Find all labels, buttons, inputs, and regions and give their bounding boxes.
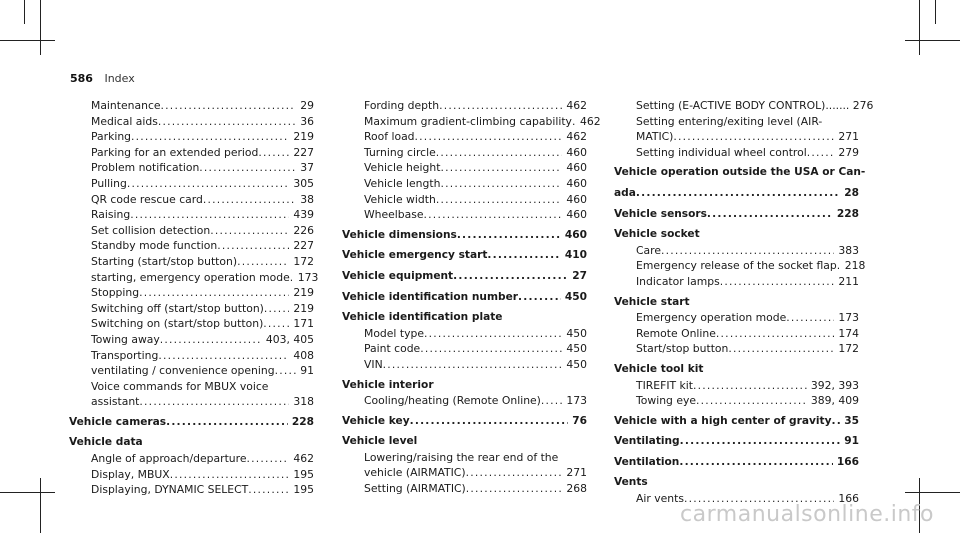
page-reference: 460 — [564, 228, 587, 241]
index-entry — [69, 176, 314, 192]
entry-text: Pulling — [91, 176, 127, 190]
crop-mark-bottom-left-h — [0, 492, 55, 493]
page-reference: 211 — [838, 274, 859, 288]
dot-leader — [720, 274, 835, 290]
entry-text: Maintenance — [91, 99, 161, 112]
page-reference: 450 — [566, 326, 587, 340]
index-entry — [342, 176, 587, 192]
page-reference: 410 — [564, 249, 587, 262]
index-entry — [342, 145, 587, 161]
page-number: 586 — [70, 72, 93, 85]
index-heading-entry — [69, 415, 314, 431]
index-heading-entry — [342, 248, 587, 264]
crop-mark-top-right-h — [905, 40, 960, 41]
crop-mark-bottom-right-h — [905, 492, 960, 493]
index-entry — [69, 285, 314, 301]
page-reference: 219 — [293, 130, 314, 144]
entry-text: Vehicle sensors — [614, 207, 707, 220]
index-entry — [614, 274, 859, 290]
page-reference: 195 — [293, 467, 314, 481]
dot-leader — [199, 160, 296, 176]
page-reference: 35 — [844, 414, 859, 427]
entry-text: Model type — [364, 326, 424, 340]
entry-text: Start/stop button — [636, 342, 729, 356]
dot-leader — [728, 341, 834, 357]
index-heading: Vehicle data — [69, 436, 143, 449]
index-heading: Vehicle socket — [614, 228, 700, 241]
page-reference: 76 — [572, 414, 587, 427]
index-entry — [614, 341, 859, 357]
index-entry — [69, 451, 314, 467]
page-reference: 228 — [836, 207, 859, 220]
page-reference: 462 — [293, 452, 314, 466]
dot-leader — [487, 248, 560, 264]
page-reference: 439 — [293, 208, 314, 222]
entry-text: Towing away — [91, 332, 160, 346]
index-entry — [342, 114, 601, 130]
page-reference: 38 — [300, 192, 314, 206]
entry-text: Setting (AIRMATIC) — [364, 482, 466, 496]
entry-text: Paint code — [364, 342, 421, 356]
page-reference: 279 — [838, 145, 859, 159]
index-entry — [69, 270, 319, 286]
entry-text: Maximum gradient-climbing capability — [364, 114, 572, 128]
entry-text: Displaying, DYNAMIC SELECT — [91, 483, 249, 497]
index-heading-entry — [342, 269, 587, 285]
index-entry — [69, 160, 314, 176]
dot-leader — [466, 481, 563, 497]
entry-text: TIREFIT kit — [636, 378, 694, 392]
dot-leader — [166, 415, 288, 431]
dot-leader — [160, 332, 262, 348]
entry-text: Stopping — [91, 286, 140, 300]
index-entry — [69, 114, 314, 130]
page-reference: 460 — [566, 192, 587, 206]
dot-leader — [263, 316, 289, 332]
dot-leader — [716, 326, 834, 342]
page-reference: 219 — [293, 301, 314, 315]
entry-text: ada — [614, 186, 636, 199]
entry-text: Remote Online — [636, 326, 716, 340]
index-entry — [342, 341, 587, 357]
page-reference: 91 — [844, 435, 859, 448]
entry-text: Vehicle key — [342, 414, 410, 427]
dot-leader — [158, 348, 289, 364]
index-entry — [69, 316, 314, 332]
index-heading: Vehicle level — [342, 435, 418, 448]
watermark: carmanualsonline.info — [680, 502, 934, 527]
dot-leader — [439, 98, 562, 114]
index-entry — [614, 129, 859, 145]
dot-leader — [258, 145, 289, 161]
index-entry — [342, 129, 587, 145]
entry-text: Parking for an extended period — [91, 145, 259, 159]
page-reference: 392, 393 — [810, 378, 859, 392]
entry-text: Vehicle height — [364, 161, 441, 175]
index-entry — [342, 465, 587, 481]
index-entry — [342, 98, 587, 114]
page-reference: 172 — [838, 342, 859, 356]
dot-leader — [130, 207, 289, 223]
index-entry — [614, 378, 859, 394]
dot-leader — [457, 228, 561, 244]
page-reference: 462 — [566, 99, 587, 112]
index-heading-entry — [614, 455, 859, 471]
index-column-3 — [614, 98, 874, 507]
entry-text: Set collision detection — [91, 223, 211, 237]
entry-text: Ventilating — [614, 435, 680, 448]
page-reference: 219 — [293, 286, 314, 300]
entry-text: Switching off (start/stop button) — [91, 301, 264, 315]
page-reference: 271 — [838, 130, 859, 144]
index-entry — [342, 393, 587, 409]
page-reference: 462 — [566, 130, 587, 144]
entry-text: Medical aids — [91, 114, 158, 128]
page-reference: 166 — [838, 492, 859, 506]
index-heading-entry — [614, 434, 859, 450]
dot-leader — [217, 238, 289, 254]
dot-leader — [237, 254, 289, 270]
entry-text: Vehicle dimensions — [342, 228, 457, 241]
dot-leader — [420, 341, 562, 357]
page-header — [70, 72, 135, 85]
entry-text: Vehicle width — [364, 192, 436, 206]
entry-text: Vehicle identification number — [342, 290, 518, 303]
dot-leader — [264, 301, 290, 317]
index-entry — [342, 326, 587, 342]
page-reference: 271 — [566, 466, 587, 480]
dot-leader — [679, 455, 833, 471]
page-reference: 268 — [566, 482, 587, 496]
entry-text: Setting individual wheel control — [636, 145, 807, 159]
dot-leader — [440, 176, 562, 192]
crop-mark-top-left-v — [40, 0, 41, 55]
page-reference: 460 — [566, 176, 587, 190]
page-reference: 383 — [838, 243, 859, 257]
index-entry — [69, 332, 314, 348]
index-entry — [69, 254, 314, 270]
index-column-1 — [69, 98, 319, 498]
dot-leader — [661, 243, 834, 259]
index-heading-entry — [342, 414, 587, 430]
index-entry — [69, 145, 314, 161]
crop-mark-top-left-v2 — [24, 0, 25, 24]
index-entry — [69, 207, 314, 223]
index-entry — [342, 481, 587, 497]
page-reference: 36 — [300, 114, 314, 128]
dot-leader — [707, 207, 833, 223]
dot-leader — [248, 482, 289, 498]
index-entry — [614, 393, 859, 409]
entry-text: Standby mode function — [91, 239, 218, 253]
page-reference: 173 — [566, 394, 587, 408]
dot-leader — [131, 129, 289, 145]
index-heading-entry — [614, 414, 859, 430]
page-reference: 166 — [836, 455, 859, 468]
entry-text: Cooling/heating (Remote Online) — [364, 394, 541, 408]
dot-leader — [161, 98, 297, 114]
index-line: Setting (E-ACTIVE BODY CONTROL)....... 276 — [636, 99, 874, 112]
entry-text: Switching on (start/stop button) — [91, 317, 264, 331]
page-reference: 27 — [572, 269, 587, 282]
index-entry — [614, 258, 866, 274]
page-reference: 389, 409 — [810, 394, 859, 408]
crop-mark-bottom-left-v — [40, 478, 41, 533]
index-entry — [614, 326, 859, 342]
page-reference: 305 — [293, 176, 314, 190]
index-entry — [614, 145, 859, 161]
index-line: Lowering/raising the rear end of the — [364, 450, 559, 464]
entry-text: Raising — [91, 208, 131, 222]
dot-leader — [436, 192, 563, 208]
dot-leader — [440, 160, 562, 176]
entry-text: MATIC) — [636, 130, 674, 144]
entry-text: vehicle (AIRMATIC) — [364, 466, 466, 480]
index-column-2 — [342, 98, 601, 497]
entry-text: Towing eye — [636, 394, 696, 408]
page-reference: 91 — [300, 364, 314, 378]
index-heading-entry — [614, 207, 859, 223]
page-reference: 450 — [564, 290, 587, 303]
dot-leader — [127, 176, 290, 192]
entry-text: Vehicle length — [364, 176, 441, 190]
index-entry — [69, 482, 314, 498]
entry-text: Vehicle equipment — [342, 269, 454, 282]
entry-text: Fording depth — [364, 99, 440, 112]
dot-leader — [139, 285, 289, 301]
index-entry — [342, 357, 587, 373]
crop-mark-top-right-v — [919, 0, 920, 55]
entry-text: Care — [636, 243, 661, 257]
index-entry — [69, 363, 314, 379]
page-reference: 450 — [566, 342, 587, 356]
index-entry — [614, 310, 859, 326]
page-reference: 173 — [297, 270, 319, 284]
page-title: Index — [104, 72, 135, 85]
page-reference: 29 — [300, 99, 314, 112]
dot-leader — [807, 145, 835, 161]
page-reference: 460 — [566, 208, 587, 222]
page-reference: 226 — [293, 223, 314, 237]
dot-leader — [139, 394, 289, 410]
index-entry — [614, 243, 859, 259]
page-reference: 173 — [838, 311, 859, 325]
index-heading: Vehicle tool kit — [614, 362, 704, 375]
entry-text: QR code rescue card — [91, 192, 203, 206]
page-reference: 450 — [566, 357, 587, 371]
entry-text: Turning circle — [364, 145, 436, 159]
index-entry — [69, 192, 314, 208]
dot-leader — [453, 269, 568, 285]
index-heading: Vehicle interior — [342, 378, 434, 391]
index-entry — [342, 192, 587, 208]
entry-text: Vehicle emergency start — [342, 249, 488, 262]
dot-leader — [696, 393, 807, 409]
page-reference: 318 — [293, 395, 314, 409]
page-reference: 460 — [566, 161, 587, 175]
entry-text: Roof load — [364, 130, 415, 144]
entry-text: Emergency release of the socket flap — [636, 259, 837, 273]
page-reference: 195 — [293, 483, 314, 497]
index-heading-entry — [342, 290, 587, 306]
dot-leader — [424, 207, 563, 223]
index-entry — [342, 160, 587, 176]
page-reference: 403, 405 — [265, 332, 314, 346]
entry-text: Parking — [91, 130, 132, 144]
crop-mark-top-left-h — [0, 40, 55, 41]
dot-leader — [436, 145, 563, 161]
index-heading: Vehicle identification plate — [342, 311, 503, 324]
index-heading: Vehicle operation outside the USA or Can- — [614, 166, 866, 179]
page-reference: 408 — [293, 348, 314, 362]
index-heading: Vehicle start — [614, 295, 690, 308]
entry-text: Wheelbase — [364, 208, 424, 222]
page-reference: 28 — [844, 186, 859, 199]
dot-leader — [518, 290, 561, 306]
page-reference: 227 — [293, 145, 314, 159]
page-reference: 37 — [300, 161, 314, 175]
index-heading: Vents — [614, 476, 648, 489]
index-entry — [69, 394, 314, 410]
page-reference: 171 — [293, 317, 314, 331]
index-entry — [69, 98, 314, 114]
entry-text: Angle of approach/departure — [91, 452, 247, 466]
page-reference: 228 — [291, 415, 314, 428]
index-entry — [342, 207, 587, 223]
entry-text: Ventilation — [614, 455, 680, 468]
dot-leader — [673, 129, 834, 145]
entry-text: Display, MBUX — [91, 467, 170, 481]
dot-leader — [158, 114, 296, 130]
index-entry — [69, 348, 314, 364]
dot-leader — [410, 414, 569, 430]
dot-leader — [383, 357, 563, 373]
entry-text: assistant — [91, 395, 140, 409]
entry-text: Problem notification — [91, 161, 200, 175]
dot-leader — [247, 451, 290, 467]
entry-text: ventilating / convenience opening — [91, 364, 275, 378]
dot-leader — [832, 414, 841, 430]
dot-leader — [170, 467, 290, 483]
page-reference: 218 — [844, 259, 866, 273]
entry-text: Vehicle cameras — [69, 415, 167, 428]
page-reference: 227 — [293, 239, 314, 253]
dot-leader — [210, 223, 289, 239]
entry-text: Vehicle with a high center of gravity — [614, 414, 832, 427]
index-entry — [69, 467, 314, 483]
entry-text: VIN — [364, 357, 383, 371]
entry-text: starting, emergency operation mode — [91, 270, 290, 284]
page-reference: 460 — [566, 145, 587, 159]
entry-text: Emergency operation mode — [636, 311, 787, 325]
dot-leader — [636, 186, 840, 202]
index-entry — [69, 238, 314, 254]
dot-leader — [693, 378, 807, 394]
index-entry — [69, 301, 314, 317]
dot-leader — [466, 465, 563, 481]
entry-text: Air vents — [636, 492, 684, 506]
entry-text: Starting (start/stop button) — [91, 254, 238, 268]
entry-text: Transporting — [91, 348, 159, 362]
dot-leader — [541, 393, 563, 409]
dot-leader — [424, 326, 562, 342]
index-entry — [69, 129, 314, 145]
page-reference: 174 — [838, 326, 859, 340]
dot-leader — [275, 363, 297, 379]
dot-leader — [415, 129, 563, 145]
index-heading-entry — [614, 186, 859, 202]
page-reference: 462 — [579, 114, 601, 128]
dot-leader — [680, 434, 841, 450]
index-heading-entry — [342, 228, 587, 244]
dot-leader — [203, 192, 296, 208]
crop-mark-top-right-v2 — [935, 0, 936, 24]
index-entry — [69, 223, 314, 239]
dot-leader — [786, 310, 834, 326]
entry-text: Indicator lamps — [636, 274, 720, 288]
index-line: Voice commands for MBUX voice — [91, 379, 269, 393]
index-line: Setting entering/exiting level (AIR- — [636, 114, 823, 128]
page-reference: 172 — [293, 254, 314, 268]
